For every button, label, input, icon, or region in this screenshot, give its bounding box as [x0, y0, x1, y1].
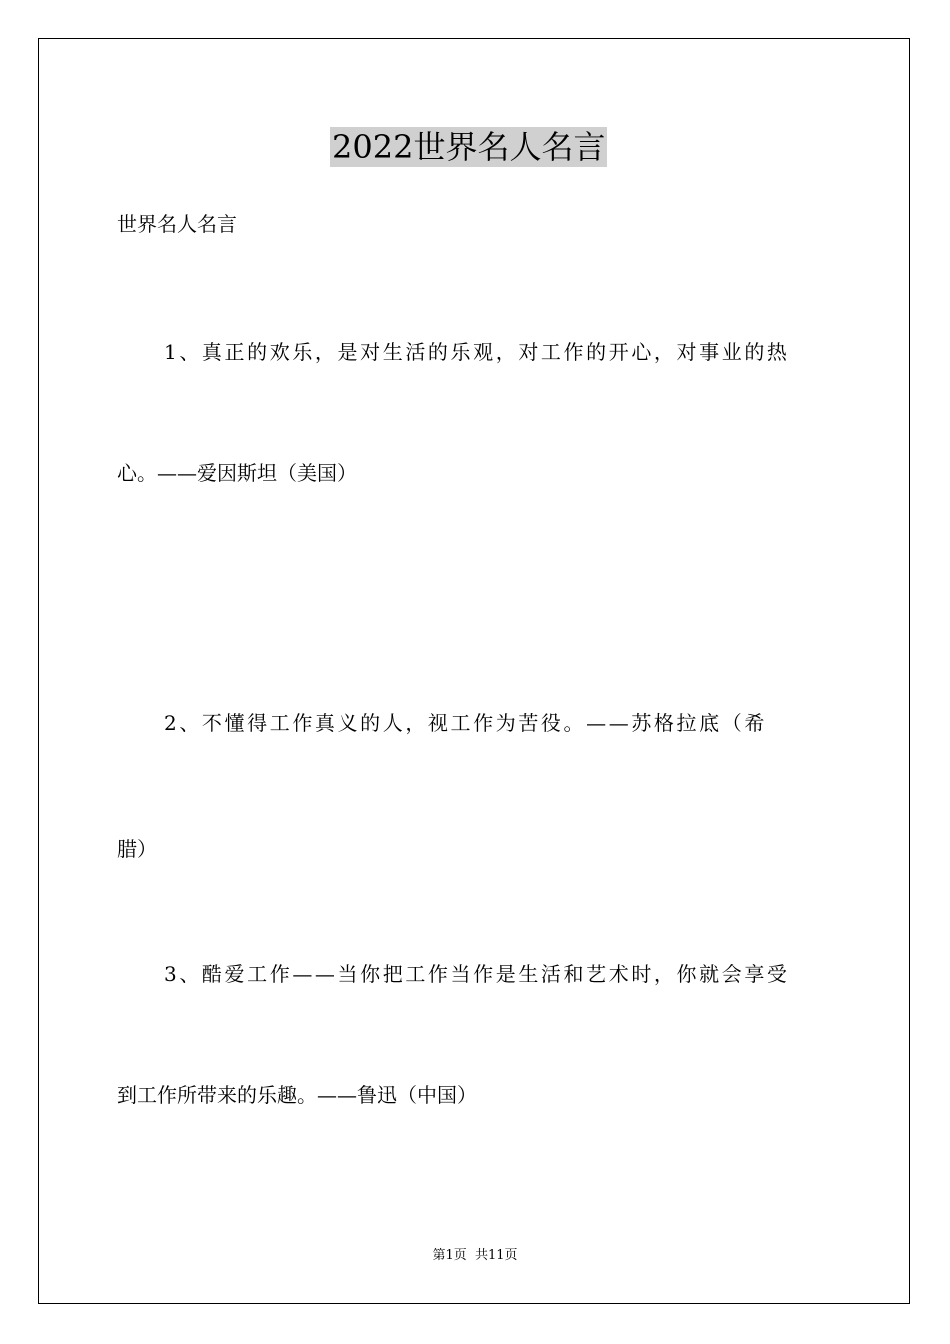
quote-3-line-2: 到工作所带来的乐趣。——鲁迅（中国）: [117, 1083, 477, 1107]
page-footer: 第1页 共11页: [432, 1248, 518, 1263]
quote-2-line-2: 腊）: [117, 837, 157, 861]
quote-1-line-2: 心。——爱因斯坦（美国）: [117, 461, 357, 485]
quote-3-line-1: 3、酷爱工作——当你把工作当作是生活和艺术时，你就会享受: [164, 962, 790, 986]
document-subtitle: 世界名人名言: [117, 212, 237, 236]
quote-1-line-1: 1、真正的欢乐，是对生活的乐观，对工作的开心，对事业的热: [164, 340, 790, 364]
document-title: 2022世界名人名言: [332, 128, 606, 166]
quote-2-line-1: 2、不懂得工作真义的人，视工作为苦役。——苏格拉底（希: [164, 711, 767, 735]
